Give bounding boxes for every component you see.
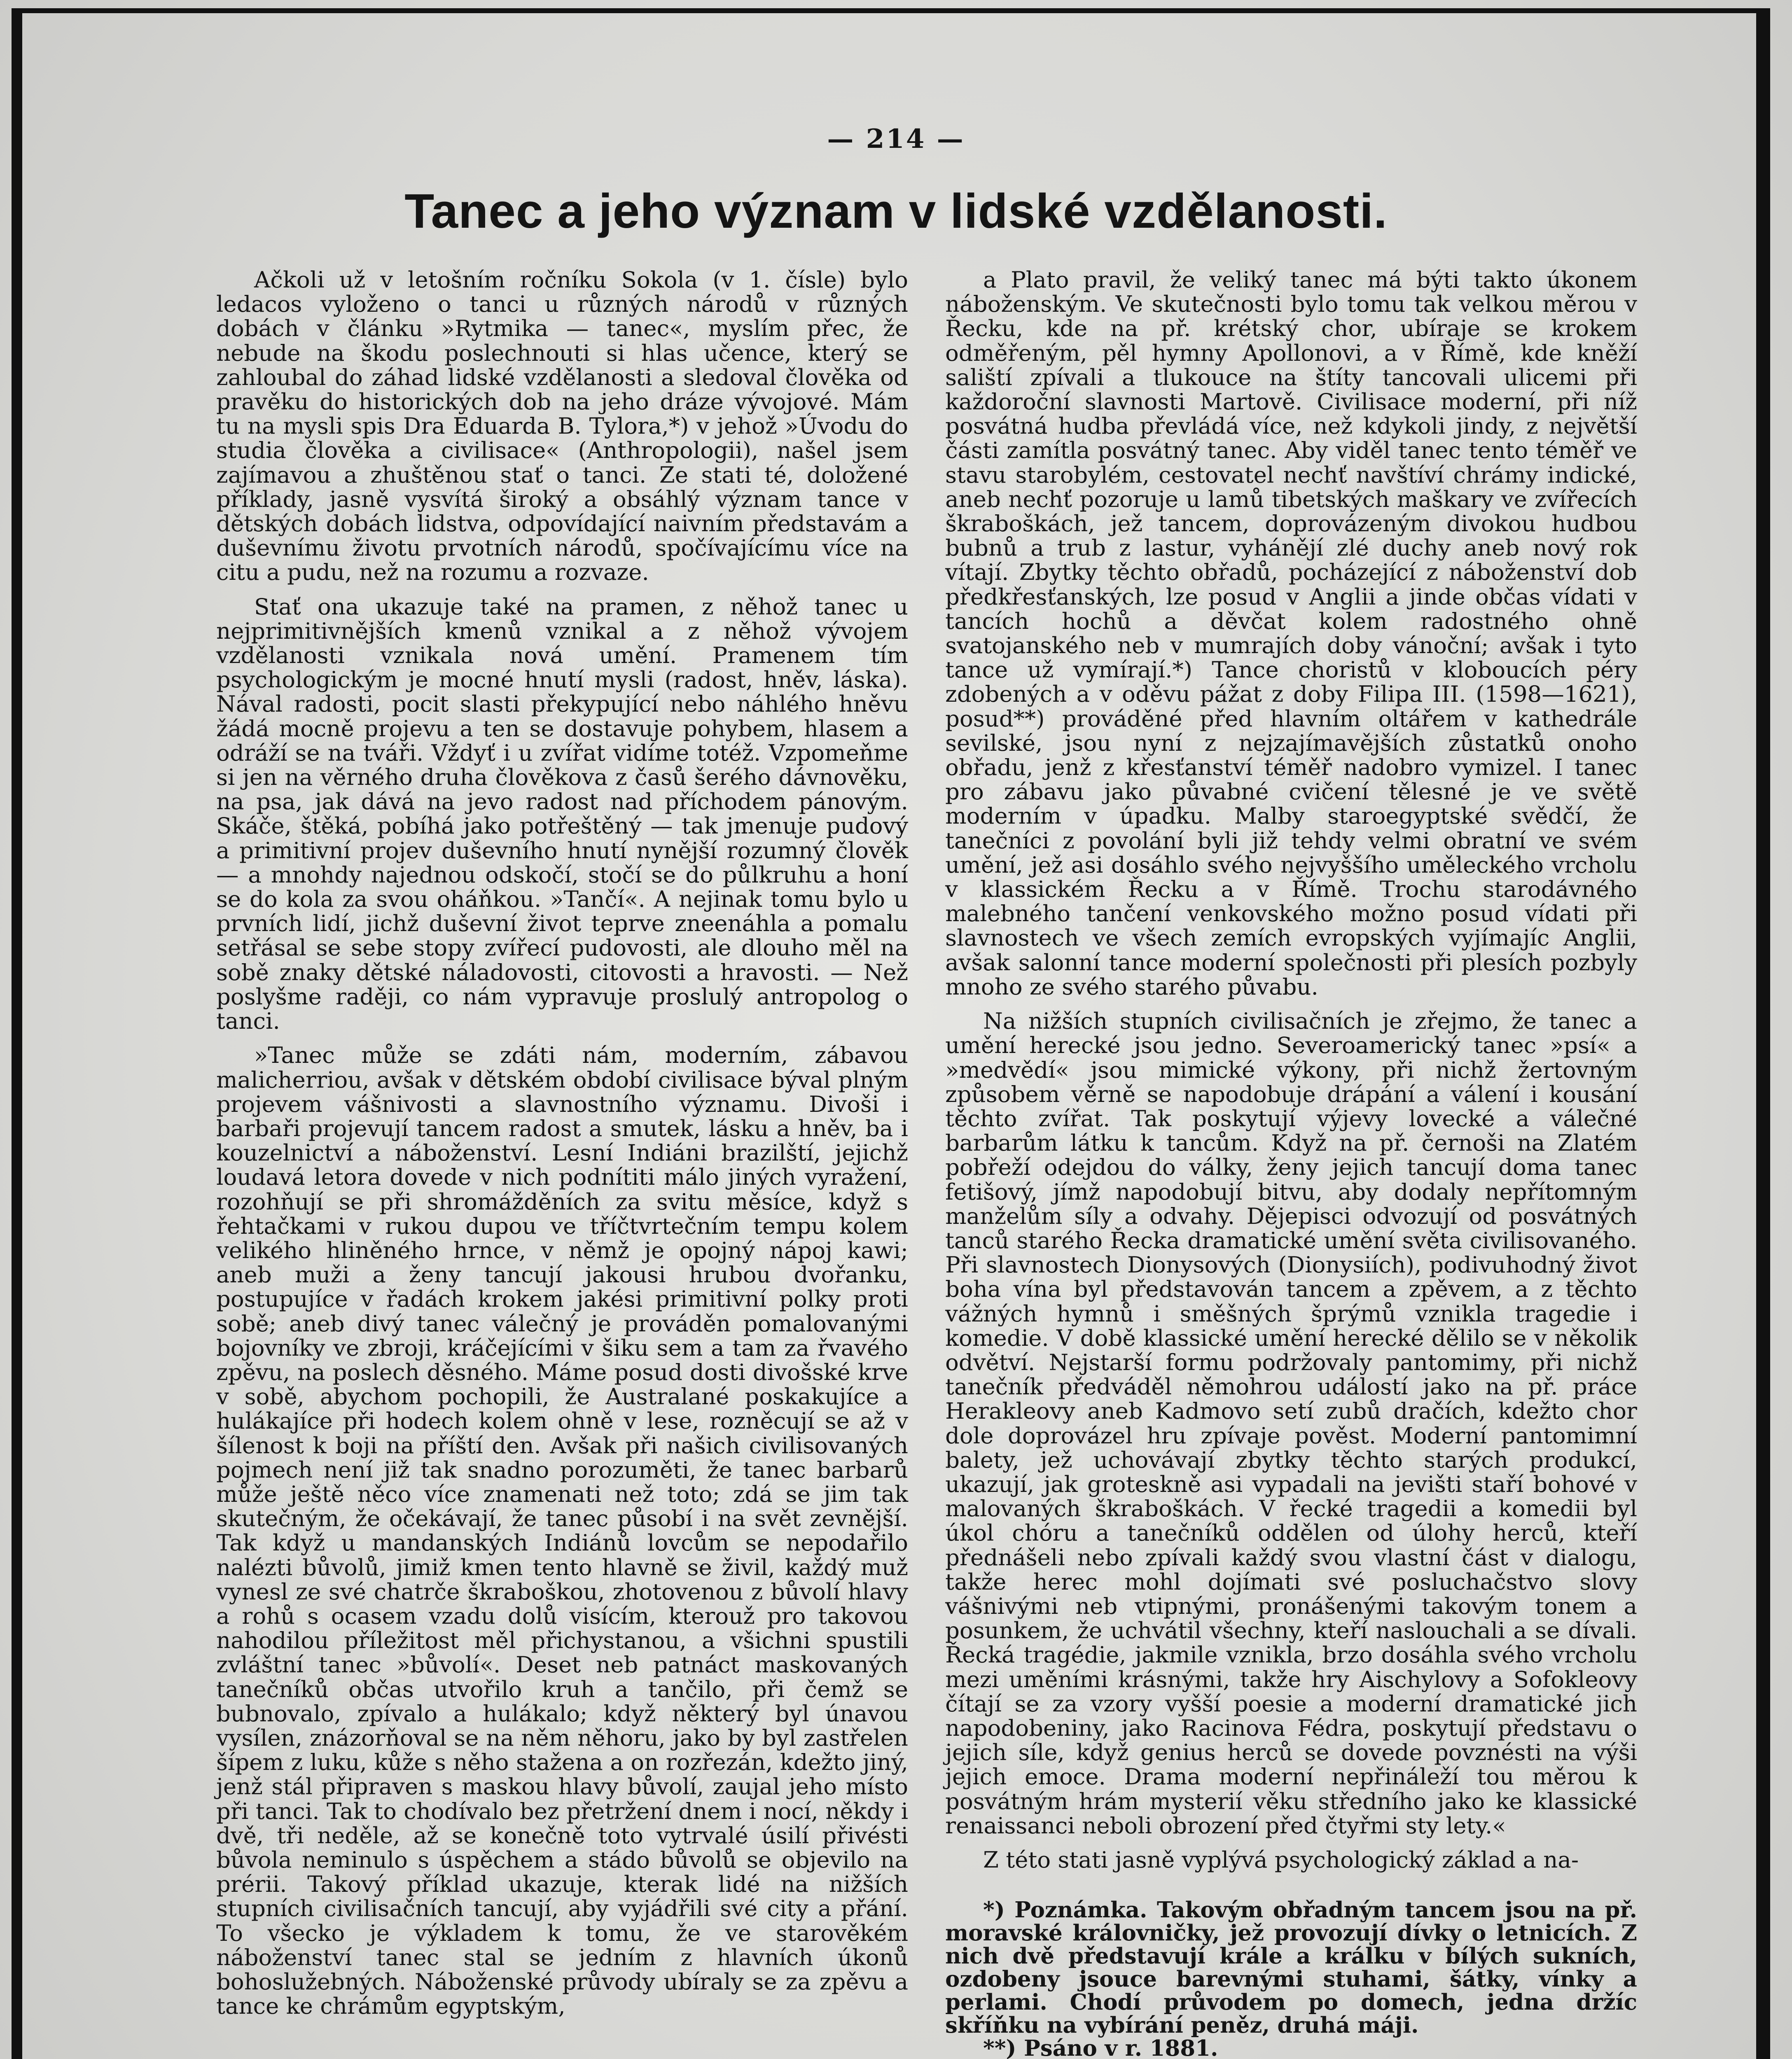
footnote: **) Psáno v r. 1881. — [983, 2036, 1218, 2059]
paragraph: Na nižších stupních civilisačních je zřejmo, že tanec a umění herecké jsou jedno. Severoamerický tanec »psí« a »medvědí« jsou mimické výkony, při nichž žertovným způsobem věrně se napodobuje drápání a válení i kousání těchto zvířat. Tak poskytují výjevy lovecké a válečné barbarům látku k tancům. Když na př. černoši na Zlatém pobřeží odejdou do války, ženy jejich tancují doma tanec fetišový, jímž napodobují bitvu, aby dodaly nepřítomným manželům síly a odvahy. Dějepisci odvozují od posvátných tanců starého Řecka dramatické umění světa civilisovaného. Při slavnostech Dionysových (Dionysiích), podivuhodný život boha vína byl představován tancem a zpěvem, a z těchto vážných hymnů i směšných šprýmů vznikla tragedie i komedie. V době klassické umění herecké dělilo se v několik odvětví. Nejstarší formu podržovaly pantomimy, při nichž tanečník předváděl němohrou událostí jako na př. práce Herakleovy aneb Kadmovo setí zubů dračích, kdežto chor dole doprovázel hru zpívaje pověst. Moderní pantomimní balety, jež uchovávají zbytky těchto starých produkcí, ukazují, jak groteskně asi vypadali na jevišti staří bohové v malovaných škraboškách. V řecké tragedii a komedii byl úkol chóru a tanečníků oddělen od úlohy herců, kteří přednášeli nebo zpívali každý svou vlastní část v dialogu, takže herec mohl dojímati své posluchačstvo slovy vášnivými neb vtipnými, pronášenými takovým tonem a posunkem, že uchvátil všechny, kteří naslouchali a se dívali. Řecká tragédie, jakmile vznikla, brzo dosáhla svého vrcholu mezi uměními krásnými, takže hry Aischylovy a Sofokleovy čítají se za vzory vyšší poesie a moderní dramatické jich napodobeniny, jako Racinova Fédra, poskytují představu o jejich síle, když genius herců se dovede povznésti na výši jejich emoce. Drama moderní nepřináleží tou měrou k posvátným hrám mysterií věku středního jako ke klassické renaissanci neboli obrození před čtyřmi sty lety.« — [945, 1008, 1637, 1839]
paragraph: »Tanec může se zdáti nám, moderním, zábavou malicherriou, avšak v dětském období civilisace býval plným projevem vášnivosti a slavnostního významu. Divoši i barbaři projevují tancem radost a smutek, lásku a hněv, ba i kouzelnictví a náboženství. Lesní Indiáni brazilští, jejichž loudavá letora dovede v nich podnítiti málo jiných vyražení, rozohňují se při shromážděních za svitu měsíce, když s řehtačkami v rukou dupou ve tříčtvrtečním tempu kolem velikého hliněného hrnce, v němž je opojný nápoj kawi; aneb muži a ženy tancují jakousi hrubou dvořanku, postupujíce v řadách krokem jakési primitivní polky proti sobě; aneb divý tanec válečný je prováděn pomalovanými bojovníky ve zbroji, kráčejícími v šiku sem a tam za řvavého zpěvu, na poslech děsného. Máme posud dosti divošské krve v sobě, abychom pochopili, že Australané poskakujíce a hulákajíce při hodech kolem ohně v lese, rozněcují se až v šílenost k boji na příští den. Avšak při našich civilisovaných pojmech není již tak snadno porozuměti, že tanec barbarů může ještě něco více znamenati než toto; zdá se jim tak skutečným, že očekávají, že tanec působí i na svět zevnější. Tak když u mandanských Indiánů lovcům se nepodařilo nalézti bůvolů, jimiž kmen tento hlavně se živil, každý muž vynesl ze své chatrče škraboškou, zhotovenou z bůvolí hlavy a rohů s ocasem vzadu dolů visícím, kterouž pro takovou nahodilou příležitost měl přichystanou, a všichni spustili zvláštní tanec »bůvolí«. Deset neb patnáct maskovaných tanečníků občas utvořilo kruh a tančilo, při čemž se bubnovalo, zpívalo a hulákalo; když některý byl únavou vysílen, znázorňoval se na něm něhoru, jako by byl zastřelen šípem z luku, kůže s něho stažena a on rozřezán, kdežto jiný, jenž stál připraven s maskou hlavy bůvolí, zaujal jeho místo při tanci. Tak to chodívalo bez přetržení dnem i nocí, někdy i dvě, tři neděle, až se konečně toto vytrvalé úsilí přivésti bůvola neminulo s úspěchem a stádo bůvolů se objevilo na prérii. Takový příklad ukazuje, kterak lidé na nižších stupních civilisačních tancují, aby vyjádřili své city a přání. To všecko je výkladem k tomu, že ve starověkém náboženství tanec stal se jedním z hlavních úkonů bohoslužebných. Náboženské průvody ubíraly se za zpěvu a tance ke chrámům egyptským, — [216, 1042, 908, 2019]
footnotes-right — [945, 1898, 1637, 2059]
paragraph: Ačkoli už v letošním ročníku Sokola (v 1. čísle) bylo ledacos vyloženo o tanci u různých národů v různých dobách v článku »Rytmika — tanec«, myslím přec, že nebude na škodu poslechnouti si hlas učence, který se zahloubal do záhad lidské vzdělanosti a sledoval člověka od pravěku do historických dob na jeho dráze vývojové. Mám tu na mysli spis Dra Eduarda B. Tylora,*) v jehož »Úvodu do studia člověka a civilisace« (Anthropologii), našel jsem zajímavou a zhuštěnou stať o tanci. Ze stati té, doložené příklady, jasně vysvítá široký a obsáhlý význam tance v dětských dobách lidstva, odpovídající naivním představám a duševnímu životu prvotních národů, spočívajícímu více na citu a pudu, než na rozumu a rozvaze. — [216, 266, 908, 586]
article-title: Tanec a jeho význam v lidské vzdělanosti. — [404, 184, 1388, 238]
footnote: *) Poznámka. Takovým obřadným tancem jsou na př. moravské královničky, jež provozují dívky o letnicích. Z nich dvě představují krále a králku v bílých sukních, ozdobeny jsouce barevnými stuhami, šátky, vínky a perlami. Chodí průvodem po domech, jedna držíc skříňku na vybírání peněz, druhá máji. — [945, 1897, 1637, 2038]
paragraph: Stať ona ukazuje také na pramen, z něhož tanec u nejprimitivnějších kmenů vznikal a z něhož vývojem vzdělanosti vznikala nová umění. Pramenem tím psychologickým je mocné hnutí mysli (radost, hněv, láska). Nával radosti, pocit slasti překypující nebo náhlého hněvu žádá mocně projevu a ten se dostavuje pohybem, hlasem a odráží se na tváři. Vždyť i u zvířat vidíme totéž. Vzpomeňme si jen na věrného druha člověkova z časů šerého dávnověku, na psa, jak dává na jevo radost nad příchodem pánovým. Skáče, štěká, pobíhá jako potřeštěný — tak jmenuje pudový a primitivní projev duševního hnutí nynější rozumný člověk — a mnohdy najednou odskočí, stočí se do půlkruhu a honí se do kola za svou oháňkou. »Tančí«. A nejinak tomu bylo u prvních lidí, jichž duševní život teprve zneenáhla a pomalu setřásal se sebe stopy zvířecí pudovosti, ale dlouho měl na sobě znaky dětské náladovosti, citovosti a hravosti. — Než poslyšme raději, co nám vypravuje proslulý antropolog o tanci. — [216, 593, 908, 1034]
page-number: — 214 — — [827, 124, 965, 154]
paragraph: Z této stati jasně vyplývá psychologický základ a na- — [983, 1847, 1579, 1873]
left-column — [216, 268, 908, 2018]
paragraph: a Plato pravil, že veliký tanec má býti takto úkonem náboženským. Ve skutečnosti bylo tomu tak velkou měrou v Řecku, kde na př. krétský chor, ubíraje se krokem odměřeným, pěl hymny Apollonovi, a v Římě, kde kněží saliští zpívali a tlukouce na štíty tancovali ulicemi při každoroční slavnosti Martově. Civilisace moderní, při níž posvátná hudba převládá více, než kdykoli jindy, z největší části zamítla posvátný tanec. Aby viděl tanec tento téměř ve stavu starobylém, cestovatel nechť navštíví chrámy indické, aneb nechť pozoruje u lamů tibetských maškary ve zvířecích škraboškách, jež tancem, doprovázeným divokou hudbou bubnů a trub z lastur, vyhánějí zlé duchy aneb nový rok vítají. Zbytky těchto obřadů, pocházející z náboženství dob předkřesťanských, lze posud v Anglii a jinde občas vídati v tancích hochů a děvčat kolem radostného ohně svatojanského neb v mumrajích doby vánoční; avšak i tyto tance už vymírají.*) Tance choristů v kloboucích péry zdobených a v oděvu pážat z doby Filipa III. (1598—1621), posud**) prováděné před hlavním oltářem v kathedrále sevilské, jsou nyní z nejzajímavějších zůstatků onoho obřadu, jenž z křesťanství téměř nadobro vymizel. I tanec pro zábavu jako půvabné cvičení tělesné je ve světě moderním v úpadku. Malby staroegyptské svědčí, že tanečníci z povolání byli již tehdy velmi obratní ve svém umění, jež asi dosáhlo svého nejvyššího uměleckého vrcholu v klassickém Řecku a v Římě. Trochu starodávného malebného tančení venkovského možno posud vídati při slavnostech ve všech zemích evropských vyjímajíc Anglii, avšak salonní tance moderní společnosti při plesích pozbyly mnoho ze svého starého půvabu. — [945, 266, 1637, 1000]
right-column — [945, 268, 1637, 1872]
